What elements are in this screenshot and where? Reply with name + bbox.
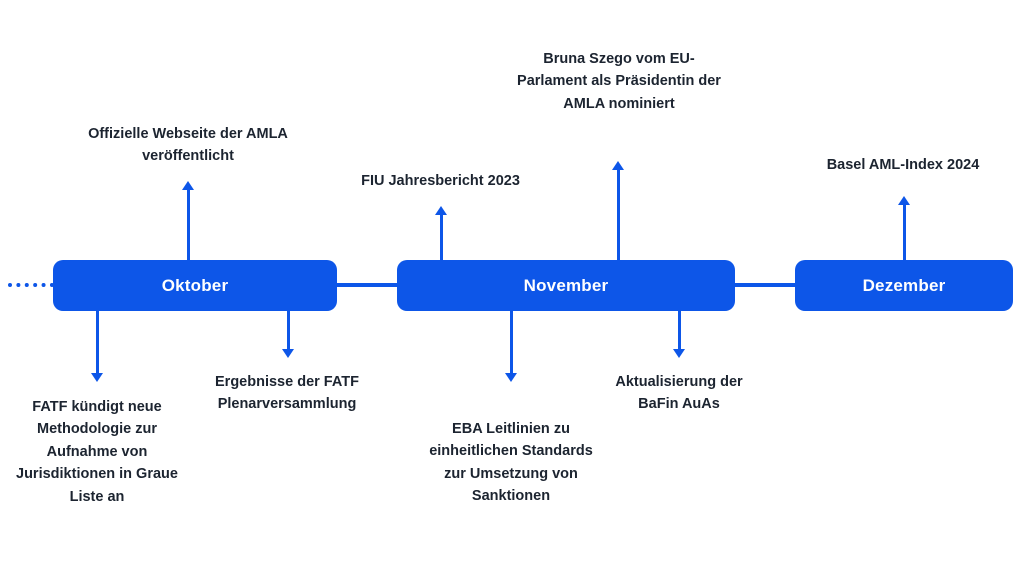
event-stem-fatf-plenarversammlung: [287, 311, 290, 349]
event-stem-website-amla: [187, 190, 190, 260]
event-stem-basel-aml-index: [903, 205, 906, 260]
event-label-fatf-methodologie: FATF kündigt neue Methodologie zur Aufnahme von Jurisdiktionen in Graue Liste an: [16, 399, 178, 505]
event-stem-eba-leitlinien: [510, 311, 513, 373]
event-arrow-bafin-auas: [673, 349, 685, 358]
event-label-bruna-szego: Bruna Szego vom EU-Parlament als Präsidentin der AMLA nominiert: [517, 51, 721, 112]
event-label-fatf-plenarversammlung: Ergebnisse der FATF Plenarversammlung: [215, 374, 359, 413]
timeline-node-oktober[interactable]: [53, 260, 337, 311]
event-arrow-website-amla: [182, 181, 194, 190]
event-arrow-bruna-szego: [612, 161, 624, 170]
event-arrow-fatf-methodologie: [91, 373, 103, 382]
event-stem-fatf-methodologie: [96, 311, 99, 373]
timeline-node-november[interactable]: [397, 260, 735, 311]
timeline-node-dezember[interactable]: [795, 260, 1013, 311]
timeline-node-label: Oktober: [161, 275, 229, 295]
event-stem-bafin-auas: [678, 311, 681, 349]
event-label-eba-leitlinien: EBA Leitlinien zu einheitlichen Standards zur Umsetzung von Sanktionen: [429, 421, 593, 505]
event-label-website-amla: Offizielle Webseite der AMLA veröffentlicht: [88, 126, 288, 165]
event-arrow-basel-aml-index: [898, 196, 910, 205]
connector-oktober-november: [330, 283, 405, 287]
connector-november-dezember: [728, 283, 803, 287]
event-label-fiu-jahresbericht: FIU Jahresbericht 2023: [361, 173, 520, 189]
timeline-node-label: November: [523, 275, 609, 295]
event-arrow-fatf-plenarversammlung: [282, 349, 294, 358]
event-stem-bruna-szego: [617, 170, 620, 260]
event-arrow-eba-leitlinien: [505, 373, 517, 382]
timeline-node-label: Dezember: [862, 275, 946, 295]
event-stem-fiu-jahresbericht: [440, 215, 443, 260]
event-arrow-fiu-jahresbericht: [435, 206, 447, 215]
event-label-basel-aml-index: Basel AML-Index 2024: [826, 157, 980, 173]
event-label-bafin-auas: Aktualisierung der BaFin AuAs: [615, 374, 743, 413]
leading-dotted-line: [8, 283, 54, 287]
